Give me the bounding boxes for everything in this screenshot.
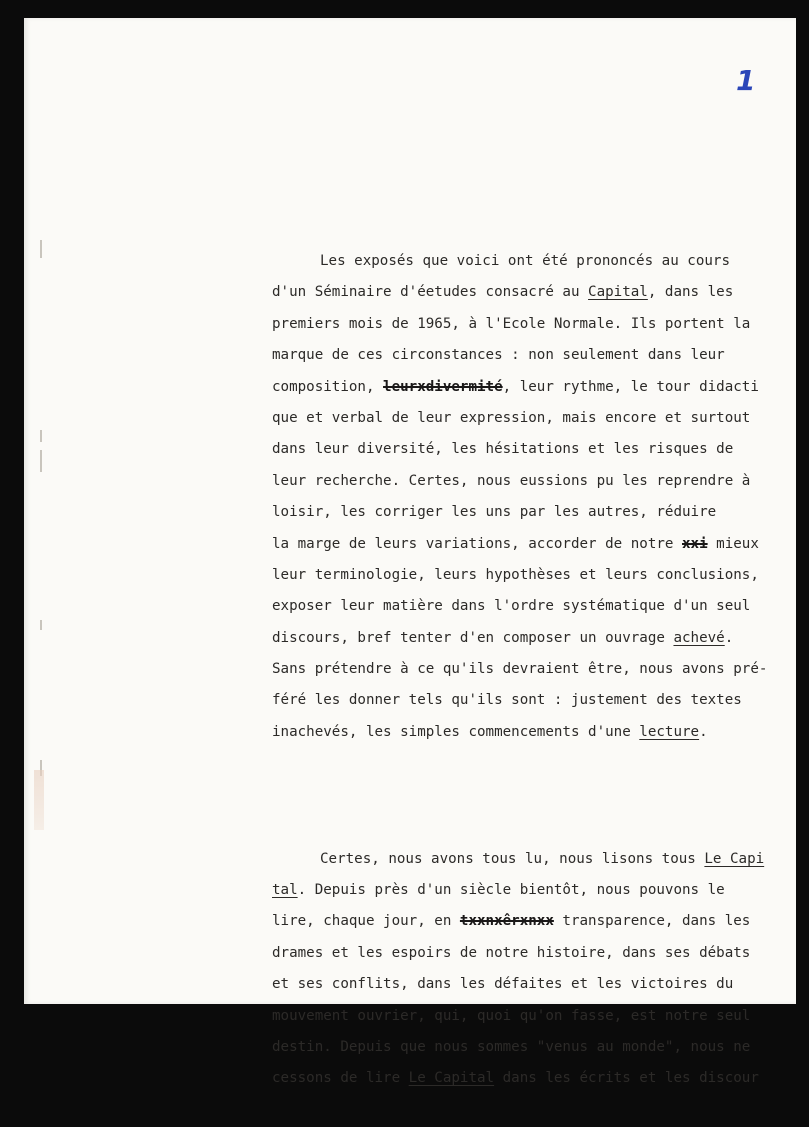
text-run: leur terminologie, leurs hypothèses et leurs conclusions, xyxy=(272,566,759,583)
paragraph-1 xyxy=(272,246,809,748)
text-run: mouvement ouvrier, qui, quoi qu'on fasse, est notre seul xyxy=(272,1007,751,1024)
text-line xyxy=(272,969,809,1000)
text-run: transparence, dans les xyxy=(553,913,751,930)
text-run: féré les donner tels qu'ils sont : justement des textes xyxy=(272,692,742,709)
text-line xyxy=(272,277,809,308)
text-line xyxy=(272,497,809,528)
text-run: et ses conflits, dans les défaites et les victoires du xyxy=(272,976,734,993)
text-run: Certes, nous avons tous lu, nous lisons tous xyxy=(320,850,705,867)
text-run: lire, chaque jour, en xyxy=(272,913,460,930)
paragraph-2 xyxy=(272,844,809,1095)
text-line xyxy=(272,906,809,937)
paper-stain xyxy=(34,770,44,830)
struck-out-text: xxi xyxy=(682,535,708,552)
struck-out-text: leurxdivermité xyxy=(383,378,503,395)
text-run: que et verbal de leur expression, mais encore et surtout xyxy=(272,409,751,426)
text-run: dans leur diversité, les hésitations et les risques de xyxy=(272,441,734,458)
text-run: drames et les espoirs de notre histoire, dans ses débats xyxy=(272,944,751,961)
text-run: , leur rythme, le tour didacti xyxy=(502,378,759,395)
text-line xyxy=(272,434,809,465)
text-run: , dans les xyxy=(647,284,734,301)
text-line xyxy=(272,844,809,875)
typed-page xyxy=(24,18,796,1087)
text-run: loisir, les corriger les uns par les autres, réduire xyxy=(272,504,717,521)
text-line xyxy=(272,1063,809,1094)
text-run: la marge de leurs variations, accorder de notre xyxy=(272,535,682,552)
text-run: . xyxy=(699,723,708,740)
text-line xyxy=(272,560,809,591)
text-line xyxy=(272,875,809,906)
text-line xyxy=(272,591,809,622)
text-run: exposer leur matière dans l'ordre systématique d'un seul xyxy=(272,598,751,615)
text-run: premiers mois de 1965, à l'Ecole Normale. Ils portent la xyxy=(272,315,751,332)
text-line xyxy=(272,466,809,497)
text-line xyxy=(272,654,809,685)
text-run: . xyxy=(724,629,734,646)
typed-text-body xyxy=(272,214,809,1127)
text-line xyxy=(272,403,809,434)
text-run: Les exposés que voici ont été prononcés au cours xyxy=(320,253,730,269)
text-run: Sans prétendre à ce qu'ils devraient être, nous avons pré- xyxy=(272,661,768,678)
text-run: discours, bref tenter d'en composer un ouvrage xyxy=(272,629,674,646)
underlined-text: achevé xyxy=(673,629,725,646)
text-run: mieux xyxy=(707,535,759,552)
text-run: dans les écrits et les discour xyxy=(494,1070,759,1087)
text-line xyxy=(272,685,809,716)
text-run: marque de ces circonstances : non seulement dans leur xyxy=(272,347,725,364)
underlined-text: Le Capital xyxy=(408,1070,495,1087)
text-line xyxy=(272,717,809,748)
underlined-text: lecture xyxy=(639,723,700,740)
text-line xyxy=(272,1001,809,1032)
text-line xyxy=(272,372,809,403)
underlined-text: tal xyxy=(272,882,298,899)
handwritten-page-number: 1 xyxy=(736,64,756,97)
text-line xyxy=(272,529,809,560)
text-run: . Depuis près d'un siècle bientôt, nous pouvons le xyxy=(297,882,725,899)
text-line xyxy=(272,340,809,371)
struck-out-text: txxnxêrxnxx xyxy=(459,913,554,930)
text-run: d'un Séminaire d'éetudes consacré au xyxy=(272,284,589,301)
text-line xyxy=(272,1032,809,1063)
underlined-text: Capital xyxy=(588,284,648,301)
margin-marks xyxy=(40,200,44,840)
text-run: cessons de lire xyxy=(272,1070,409,1087)
text-run: composition, xyxy=(272,378,384,395)
underlined-text: Le Capi xyxy=(704,850,765,867)
text-line xyxy=(272,938,809,969)
paragraph-gap xyxy=(272,780,809,811)
text-line xyxy=(272,309,809,340)
text-line xyxy=(272,246,809,277)
text-run: leur recherche. Certes, nous eussions pu les reprendre à xyxy=(272,472,751,489)
text-line xyxy=(272,623,809,654)
text-run: inachevés, les simples commencements d'une xyxy=(272,723,640,740)
text-run: destin. Depuis que nous sommes "venus au monde", nous ne xyxy=(272,1038,751,1055)
